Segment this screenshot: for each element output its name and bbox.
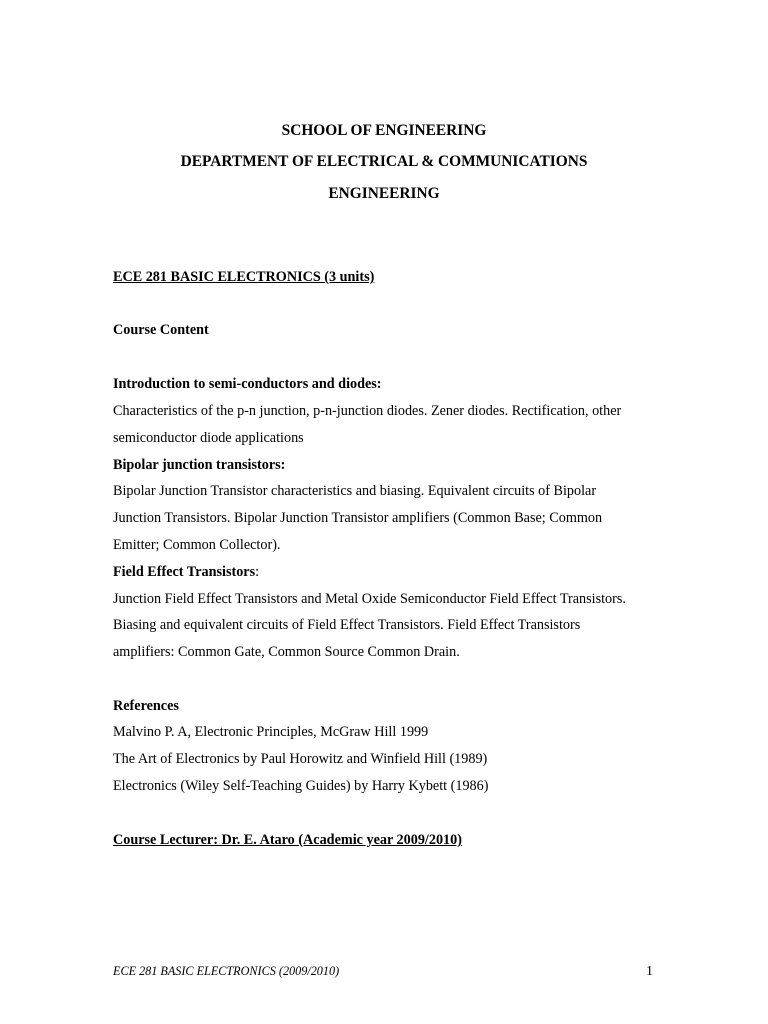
section-text-line: Junction Transistors. Bipolar Junction Transistor amplifiers (Common Base; Common [113, 510, 603, 526]
section-text-line: Biasing and equivalent circuits of Field Effect Transistors. Field Effect Transistors [113, 617, 581, 633]
section-heading-fet-wrapper [113, 562, 259, 582]
references-heading: References [113, 698, 179, 714]
section-heading-semiconductors: Introduction to semi-conductors and diodes: [113, 376, 382, 392]
page-footer: ECE 281 BASIC ELECTRONICS (2009/2010) [113, 964, 340, 978]
course-lecturer: Course Lecturer: Dr. E. Ataro (Academic year 2009/2010) [113, 832, 462, 848]
reference-item: Malvino P. A, Electronic Principles, McGraw Hill 1999 [113, 724, 429, 740]
reference-item: The Art of Electronics by Paul Horowitz and Winfield Hill (1989) [113, 751, 488, 767]
section-text-line: Bipolar Junction Transistor characteristics and biasing. Equivalent circuits of Bipolar [113, 483, 597, 499]
section-text-line: amplifiers: Common Gate, Common Source Common Drain. [113, 644, 460, 660]
section-text-line: Emitter; Common Collector). [113, 537, 281, 553]
section-text-line: Junction Field Effect Transistors and Metal Oxide Semiconductor Field Effect Transistors. [113, 591, 626, 607]
department-title: DEPARTMENT OF ELECTRICAL & COMMUNICATIONS [180, 153, 588, 170]
reference-item: Electronics (Wiley Self-Teaching Guides) by Harry Kybett (1986) [113, 778, 489, 794]
section-heading-bjt: Bipolar junction transistors: [113, 457, 286, 473]
department-title-continued: ENGINEERING [328, 185, 440, 202]
school-title: SCHOOL OF ENGINEERING [281, 122, 487, 139]
course-title: ECE 281 BASIC ELECTRONICS (3 units) [113, 269, 375, 285]
page-number: 1 [646, 964, 653, 979]
section-heading-fet-colon: : [255, 564, 260, 580]
section-heading-fet: Field Effect Transistors [113, 564, 256, 580]
course-content-heading: Course Content [113, 322, 209, 338]
section-text-line: Characteristics of the p-n junction, p-n-junction diodes. Zener diodes. Rectification, other [113, 403, 622, 419]
section-text-line: semiconductor diode applications [113, 430, 304, 446]
